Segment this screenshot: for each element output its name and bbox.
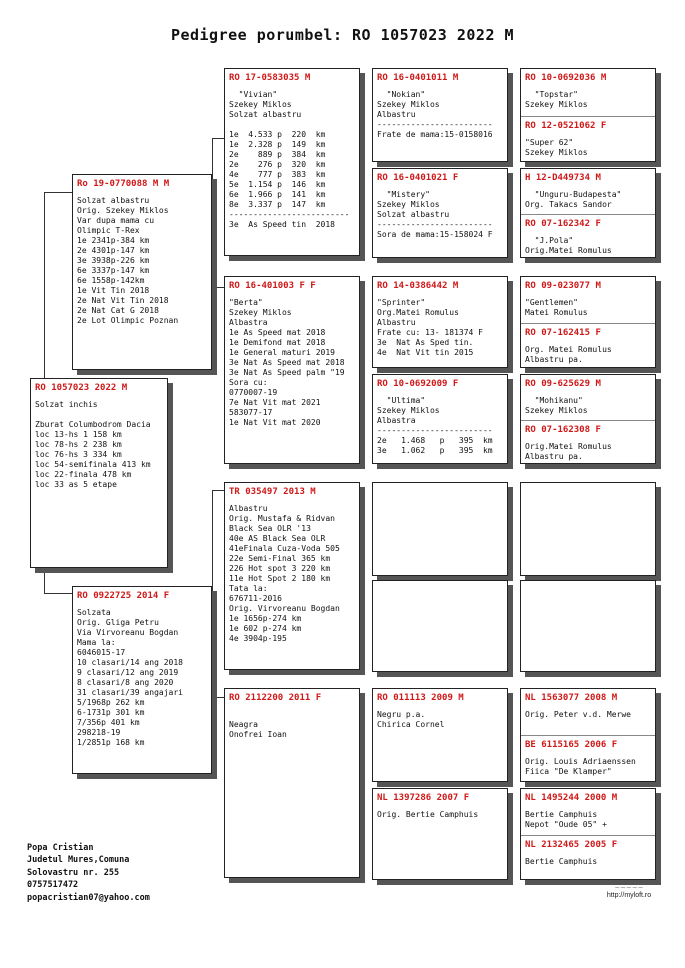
info-line: Negru p.a. [377, 710, 426, 719]
ring-number: NL 1563077 2008 M [525, 693, 618, 703]
info-line: loc 76-hs 3 334 km [35, 450, 122, 459]
pedigree-card-dam-dam[interactable] [224, 688, 360, 878]
ring-number: RO 2112200 2011 F [229, 693, 322, 703]
info-line: "Berta" [229, 298, 263, 307]
pedigree-card-sire-sire[interactable] [224, 68, 360, 256]
info-line: loc 78-hs 2 238 km [35, 440, 122, 449]
info-line: Orig.Matei Romulus [525, 246, 612, 255]
info-line: Tata la: [229, 584, 268, 593]
info-line: ------------------------ [377, 120, 493, 129]
info-line: 1e 1656p-274 km [229, 614, 302, 623]
info-line: 1/2851p 168 km [77, 738, 145, 747]
info-line: Org. Matei Romulus [525, 345, 612, 354]
site-logo[interactable] [604, 884, 654, 899]
info-line: 3e 1.062 p 395 km [377, 446, 493, 455]
info-line: Szekey Miklos [525, 100, 588, 109]
info-line: Sora cu: [229, 378, 268, 387]
owner-name: Popa Cristian [27, 843, 94, 853]
info-line: Bertie Camphuis [525, 857, 598, 866]
info-line: "Topstar" [525, 90, 578, 99]
card-lines [525, 138, 651, 158]
info-line: Szekey Miklos [377, 406, 440, 415]
info-line: Orig. Bertie Camphuis [377, 810, 479, 819]
pedigree-card-dds[interactable] [372, 688, 508, 782]
info-line: 22e Semi-Final 365 km [229, 554, 331, 563]
ring-number: RO 011113 2009 M [377, 693, 464, 703]
info-line: Fiica "De Klamper" [525, 767, 612, 776]
owner-info [27, 842, 150, 904]
info-line: 31 clasari/39 angajari [77, 688, 183, 697]
ring-number: RO 14-0386442 M [377, 281, 459, 291]
info-line: 3e As Speed tin 2018 [229, 220, 335, 229]
info-line: Org.Matei Romulus [377, 308, 459, 317]
card-lines [377, 190, 503, 240]
info-line: "Mistery" [377, 190, 430, 199]
card-lines [377, 90, 503, 140]
info-line: Neagra [229, 720, 258, 729]
pedigree-card-empty[interactable] [372, 482, 508, 576]
info-line: 9 clasari/12 ang 2019 [77, 668, 179, 677]
info-line: Orig. Szekey Miklos [77, 206, 169, 215]
pedigree-card-empty[interactable] [520, 482, 656, 576]
card-lines [525, 396, 651, 416]
info-line [229, 120, 355, 130]
ring-number: Ro 19-0770088 M M [77, 179, 170, 189]
card-lines [525, 345, 651, 365]
ring-number: NL 1397286 2007 F [377, 793, 470, 803]
pedigree-card-subject[interactable] [30, 378, 168, 568]
info-line: Solzat albastru [77, 196, 150, 205]
info-line [35, 410, 163, 420]
pedigree-card-sdd[interactable] [372, 374, 508, 464]
info-line: Albastra [229, 318, 268, 327]
info-line: Chirica Cornel [377, 720, 445, 729]
card-lines [229, 710, 355, 740]
info-line: 1e General maturi 2019 [229, 348, 335, 357]
info-line: 298218-19 [77, 728, 121, 737]
info-line: 6046015-17 [77, 648, 126, 657]
info-line: Orig. Virvoreanu Bogdan [229, 604, 340, 613]
pedigree-card-empty[interactable] [372, 580, 508, 672]
card-lines [525, 857, 651, 867]
info-line: Orig. Gliga Petru [77, 618, 159, 627]
info-line: "Sprinter" [377, 298, 426, 307]
pedigree-card-ssd[interactable] [372, 168, 508, 258]
card-lines [377, 298, 503, 358]
info-line: 41eFinala Cuza-Voda 505 [229, 544, 340, 553]
info-line: 11e Hot Spot 2 180 km [229, 574, 331, 583]
info-line: 4e 777 p 383 km [229, 170, 326, 179]
info-line: Solzata [77, 608, 111, 617]
info-line: Sora de mama:15-158024 F [377, 230, 493, 239]
ring-number: RO 17-0583035 M [229, 73, 311, 83]
info-line: 0770007-19 [229, 388, 278, 397]
info-line: "Super 62" [525, 138, 574, 147]
info-line: "J.Pola" [525, 236, 574, 245]
card-lines [525, 710, 651, 720]
info-line: "Unguru-Budapesta" [525, 190, 622, 199]
info-line: 583077-17 [229, 408, 273, 417]
ring-number: RO 09-625629 M [525, 379, 601, 389]
card-lines [525, 236, 651, 256]
pedigree-card-pair[interactable] [520, 374, 656, 464]
info-line: 4e Nat Vit tin 2015 [377, 348, 474, 357]
info-line: Org. Takacs Sandor [525, 200, 612, 209]
ring-number: RO 09-023077 M [525, 281, 601, 291]
info-line: 3e Nat As Speed mat 2018 [229, 358, 345, 367]
info-line: 1e 4.533 p 220 km [229, 130, 326, 139]
card-lines [525, 298, 651, 318]
info-line: 6-1731p 301 km [77, 708, 145, 717]
info-line: 2e 889 p 384 km [229, 150, 326, 159]
ring-number: RO 10-0692036 M [525, 73, 607, 83]
ring-number: RO 0922725 2014 F [77, 591, 170, 601]
info-line: Olimpic T-Rex [77, 226, 140, 235]
ring-number: TR 035497 2013 M [229, 487, 316, 497]
ring-number: RO 07-162342 F [525, 219, 601, 229]
pedigree-card-pair[interactable] [520, 276, 656, 368]
info-line: 1e Vit Tin 2018 [77, 286, 150, 295]
info-line: loc 22-finala 478 km [35, 470, 132, 479]
info-line: Szekey Miklos [377, 200, 440, 209]
card-lines [525, 757, 651, 777]
info-line: Szekey Miklos [377, 100, 440, 109]
info-line: 5/1968p 262 km [77, 698, 145, 707]
info-line: 1e Demifond mat 2018 [229, 338, 326, 347]
card-lines [77, 608, 207, 748]
info-line: ------------------------- [229, 210, 350, 219]
info-line: "Vivian" [229, 90, 278, 99]
info-line: "Gentlemen" [525, 298, 578, 307]
info-line: loc 13-hs 1 158 km [35, 430, 122, 439]
info-line: Frate de mama:15-0158016 [377, 130, 493, 139]
info-line: Albastru pa. [525, 355, 583, 364]
info-line: 226 Hot spot 3 220 km [229, 564, 331, 573]
card-lines [525, 90, 651, 110]
site-url: http://myloft.ro [606, 892, 652, 899]
ring-number: RO 07-162308 F [525, 425, 601, 435]
info-line: 2e 4301p-147 km [77, 246, 150, 255]
info-line: 10 clasari/14 ang 2018 [77, 658, 183, 667]
info-line: Bertie Camphuis [525, 810, 598, 819]
pedigree-card-pair[interactable] [520, 168, 656, 258]
info-line: 3e Nat As Sped tin. [377, 338, 474, 347]
card-lines [377, 810, 503, 820]
info-line: Matei Romulus [525, 308, 588, 317]
info-line: 6e 3337p-147 km [77, 266, 150, 275]
info-line: Orig. Louis Adriaenssen [525, 757, 636, 766]
pedigree-card-dam-sire[interactable] [224, 482, 360, 670]
info-line: 1e 602 p-274 km [229, 624, 302, 633]
info-line: Frate cu: 13- 181374 F [377, 328, 483, 337]
info-line: 8e 3.337 p 147 km [229, 200, 326, 209]
card-lines [229, 90, 355, 230]
info-line: 2e Nat Cat G 2018 [77, 306, 159, 315]
owner-address: Solovastru nr. 255 [27, 867, 120, 878]
ring-number: RO 10-0692009 F [377, 379, 459, 389]
pedigree-card-ddd[interactable] [372, 788, 508, 880]
info-line: 2e Lot Olimpic Poznan [77, 316, 179, 325]
info-line: Szekey Miklos [525, 406, 588, 415]
card-lines [525, 442, 651, 462]
ring-number: H 12-D449734 M [525, 173, 601, 183]
info-line: 4e 3904p-195 [229, 634, 287, 643]
info-line: Nepot "Oude 05" + [525, 820, 607, 829]
info-line: 1e 2.328 p 149 km [229, 140, 326, 149]
info-line: Black Sea OLR '13 [229, 524, 311, 533]
info-line: Albastru [377, 318, 416, 327]
info-line: 1e As Speed mat 2018 [229, 328, 326, 337]
info-line: 2e Nat Vit Tin 2018 [77, 296, 169, 305]
info-line: 2e 276 p 320 km [229, 160, 326, 169]
info-line: Solzat inchis [35, 400, 98, 409]
info-line: Albastru pa. [525, 452, 583, 461]
info-line: Orig. Peter v.d. Merwe [525, 710, 631, 719]
ring-number: RO 12-0521062 F [525, 121, 607, 131]
info-line: Albastru [377, 110, 416, 119]
info-line: 6e 1.966 p 141 km [229, 190, 326, 199]
info-line: 3e 3938p-226 km [77, 256, 150, 265]
info-line: Solzat albastru [377, 210, 450, 219]
info-line: Albastra [377, 416, 416, 425]
info-line: Szekey Miklos [525, 148, 588, 157]
card-lines [77, 196, 207, 326]
card-lines [377, 396, 503, 456]
ring-number: RO 16-401003 F F [229, 281, 316, 291]
ring-number: NL 1495244 2000 M [525, 793, 618, 803]
card-lines [229, 298, 355, 428]
info-line: Albastru [229, 504, 268, 513]
info-line: Via Virvoreanu Bogdan [77, 628, 179, 637]
ring-number: RO 16-0401021 F [377, 173, 459, 183]
page-title: Pedigree porumbel: RO 1057023 2022 M [170, 26, 515, 44]
info-line: Var dupa mama cu [77, 216, 155, 225]
pedigree-card-empty[interactable] [520, 580, 656, 672]
owner-phone: 0757517472 [27, 880, 79, 891]
info-line: 3e Nat As Speed palm "19 [229, 368, 345, 377]
info-line: "Mohikanu" [525, 396, 583, 405]
pedigree-card-dam[interactable] [72, 586, 212, 774]
info-line: Onofrei Ioan [229, 730, 287, 739]
owner-county: Judetul Mures,Comuna [27, 855, 130, 866]
pedigree-card-pair[interactable] [520, 68, 656, 162]
info-line: "Ultima" [377, 396, 426, 405]
info-line: 7/356p 401 km [77, 718, 140, 727]
ring-number: BE 6115165 2006 F [525, 740, 618, 750]
info-line: Mama la: [77, 638, 116, 647]
pedigree-card-pair[interactable] [520, 688, 656, 782]
card-lines [525, 810, 651, 830]
info-line: 5e 1.154 p 146 km [229, 180, 326, 189]
ring-number: RO 16-0401011 M [377, 73, 459, 83]
info-line: ------------------------ [377, 426, 493, 435]
info-line: 6e 1558p-142km [77, 276, 145, 285]
info-line: Zburat Columbodrom Dacia [35, 420, 151, 429]
card-lines [525, 190, 651, 210]
info-line: "Nokian" [377, 90, 426, 99]
info-line: 40e AS Black Sea OLR [229, 534, 326, 543]
logo-signature: ~~~~~ [614, 884, 644, 892]
pedigree-card-sds[interactable] [372, 276, 508, 368]
info-line: 1e 2341p-384 km [77, 236, 150, 245]
pedigree-card-pair[interactable] [520, 788, 656, 880]
info-line [229, 710, 355, 720]
pedigree-card-sss[interactable] [372, 68, 508, 162]
ring-number: RO 07-162415 F [525, 328, 601, 338]
ring-number: RO 1057023 2022 M [35, 383, 128, 393]
info-line: ------------------------ [377, 220, 493, 229]
card-lines [229, 504, 355, 644]
info-line: 2e 1.468 p 395 km [377, 436, 493, 445]
info-line: loc 33 as 5 etape [35, 480, 117, 489]
info-line: Szekey Miklos [229, 308, 292, 317]
card-lines [35, 400, 163, 490]
card-lines [377, 710, 503, 730]
pedigree-card-sire-dam[interactable] [224, 276, 360, 464]
info-line: 8 clasari/8 ang 2020 [77, 678, 174, 687]
info-line: Orig. Mustafa & Ridvan [229, 514, 335, 523]
pedigree-card-sire[interactable] [72, 174, 212, 370]
ring-number: NL 2132465 2005 F [525, 840, 618, 850]
info-line: loc 54-semifinala 413 km [35, 460, 151, 469]
info-line: Szekey Miklos [229, 100, 292, 109]
info-line: 1e Nat Vit mat 2020 [229, 418, 321, 427]
info-line: Orig.Matei Romulus [525, 442, 612, 451]
info-line: 676711-2016 [229, 594, 282, 603]
info-line: 7e Nat Vit mat 2021 [229, 398, 321, 407]
info-line: Solzat albastru [229, 110, 302, 119]
owner-email[interactable]: popacristian07@yahoo.com [27, 892, 150, 903]
